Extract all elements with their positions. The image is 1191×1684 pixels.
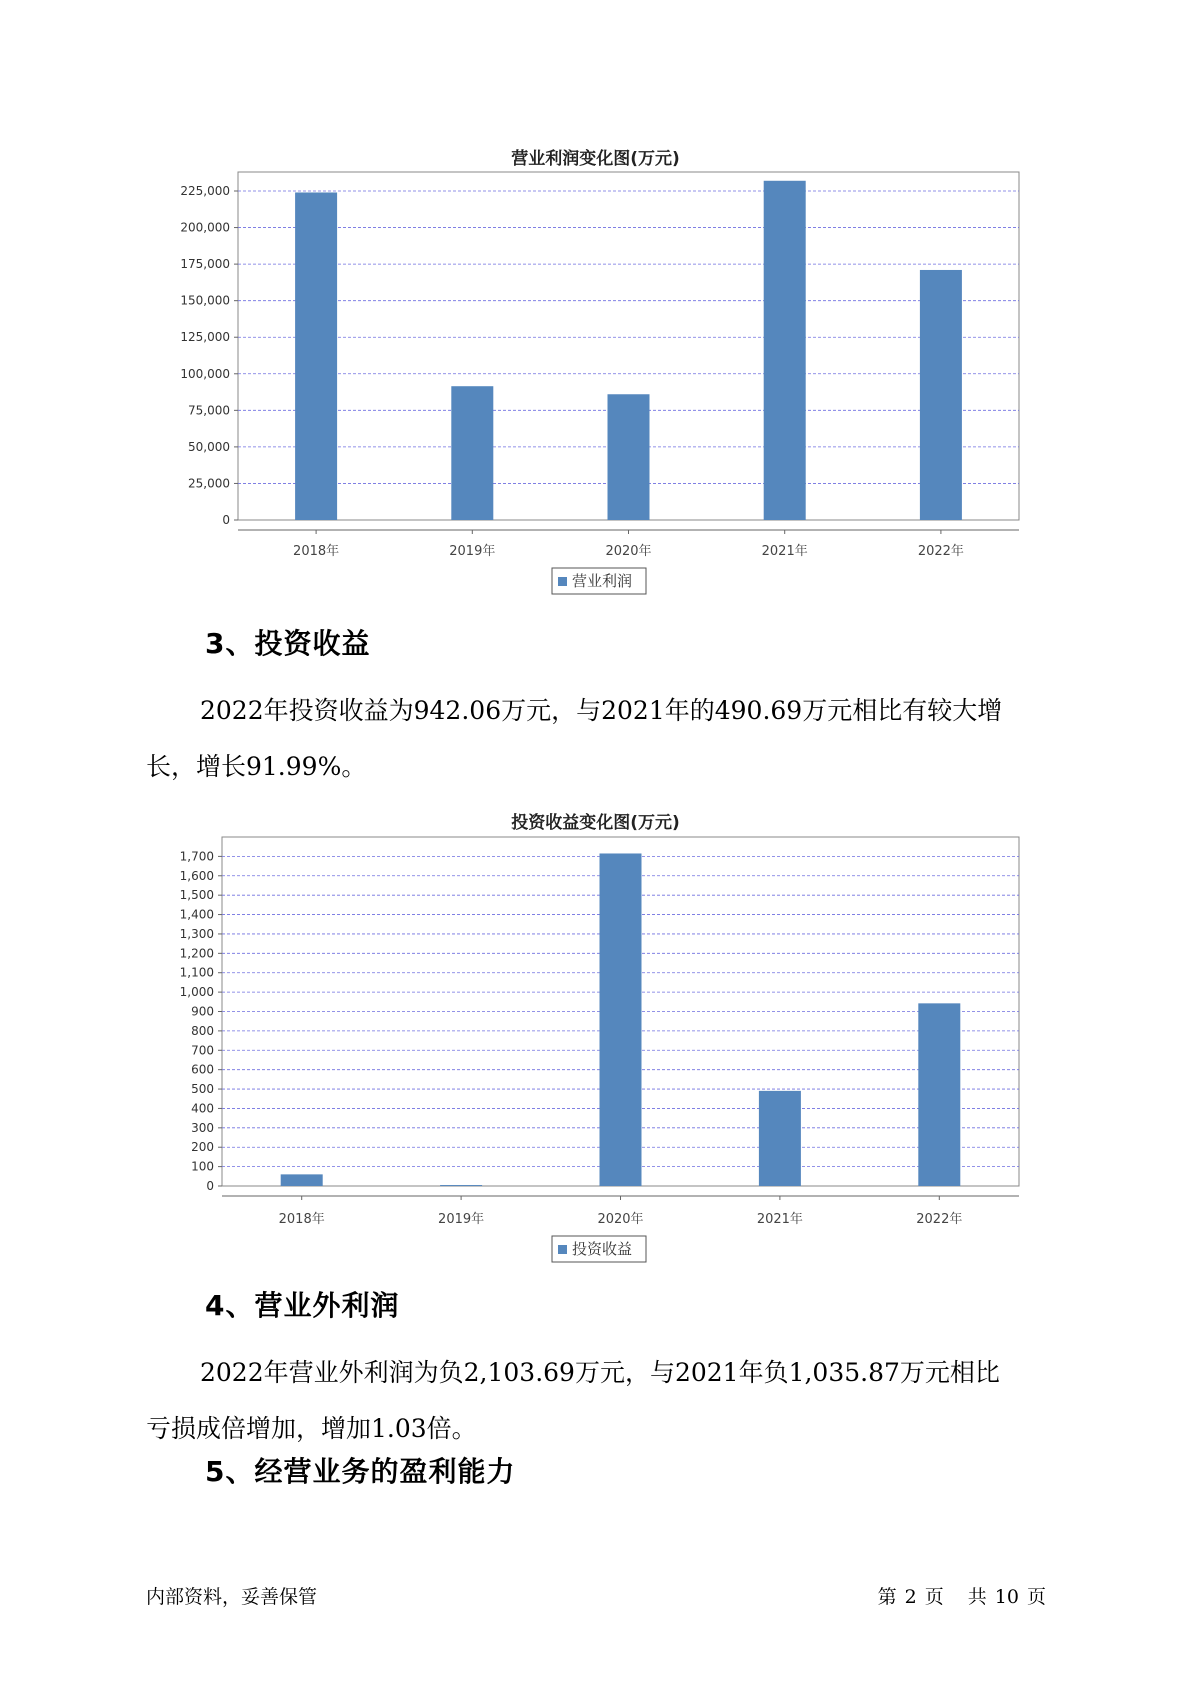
x-tick-label: 2021年 — [761, 544, 808, 559]
y-tick-label: 1,500 — [179, 888, 214, 903]
footer-confidential: 内部资料，妥善保管 — [146, 1586, 318, 1608]
section5-heading: 5、经营业务的盈利能力 — [205, 1455, 516, 1488]
y-tick-label: 400 — [191, 1101, 214, 1116]
section3-heading: 3、投资收益 — [205, 627, 371, 660]
y-tick-label: 0 — [222, 513, 230, 527]
legend-label: 营业利润 — [572, 572, 633, 590]
y-tick-label: 600 — [191, 1062, 214, 1077]
legend-swatch — [558, 1245, 567, 1254]
y-tick-label: 900 — [191, 1004, 214, 1019]
y-tick-label: 0 — [206, 1179, 214, 1193]
footer-page-number — [874, 1582, 1050, 1609]
y-tick-label: 500 — [191, 1082, 214, 1097]
x-tick-label: 2018年 — [278, 1212, 325, 1227]
bar-2018年 — [295, 192, 337, 520]
bar-2021年 — [759, 1091, 801, 1186]
x-tick-label: 2021年 — [756, 1212, 803, 1227]
x-tick-label: 2022年 — [917, 544, 964, 559]
y-tick-label: 100,000 — [180, 366, 230, 381]
x-tick-label: 2019年 — [438, 1212, 485, 1227]
section4-paragraph — [146, 1345, 1046, 1457]
chart2-title: 投资收益变化图(万元) — [511, 813, 680, 833]
bar-2020年 — [608, 394, 650, 520]
y-tick-label: 100 — [191, 1159, 214, 1174]
total-num: 10 — [994, 1586, 1019, 1608]
bar-2019年 — [451, 386, 493, 520]
page-prefix: 第 — [877, 1586, 897, 1608]
bar-2022年 — [918, 1003, 960, 1186]
page-unit: 页 — [924, 1586, 944, 1608]
bar-2022年 — [920, 270, 962, 520]
y-tick-label: 300 — [191, 1120, 214, 1135]
y-tick-label: 75,000 — [188, 403, 230, 418]
y-tick-label: 1,200 — [179, 946, 214, 961]
y-tick-label: 200,000 — [180, 220, 230, 235]
y-tick-label: 225,000 — [180, 184, 230, 199]
x-tick-label: 2019年 — [449, 544, 496, 559]
section4-line2: 亏损成倍增加，增加1.03倍。 — [146, 1414, 477, 1443]
total-unit: 页 — [1026, 1586, 1046, 1608]
investment-income-chart — [0, 815, 1191, 1258]
y-tick-label: 1,400 — [179, 907, 214, 922]
total-prefix: 共 — [967, 1586, 987, 1608]
chart1-title: 营业利润变化图(万元) — [511, 149, 680, 169]
section3-line1: 2022年投资收益为942.06万元，与2021年的490.69万元相比有较大增 — [200, 696, 1003, 725]
y-tick-label: 1,700 — [179, 849, 214, 864]
x-tick-label: 2020年 — [597, 1212, 644, 1227]
y-tick-label: 700 — [191, 1043, 214, 1058]
y-tick-label: 1,300 — [179, 926, 214, 941]
y-tick-label: 200 — [191, 1140, 214, 1155]
y-tick-label: 800 — [191, 1023, 214, 1038]
x-tick-label: 2022年 — [916, 1212, 963, 1227]
section4-line1: 2022年营业外利润为负2,103.69万元，与2021年负1,035.87万元相比 — [200, 1358, 1000, 1387]
bar-2020年 — [600, 853, 642, 1186]
section4-heading: 4、营业外利润 — [205, 1289, 400, 1322]
y-tick-label: 1,100 — [179, 965, 214, 980]
legend-swatch — [558, 577, 567, 586]
bar-2021年 — [764, 181, 806, 520]
bar-2018年 — [281, 1174, 323, 1186]
y-tick-label: 175,000 — [180, 257, 230, 272]
page-num: 2 — [904, 1586, 917, 1608]
y-tick-label: 125,000 — [180, 330, 230, 345]
section3-line2: 长，增长91.99%。 — [146, 752, 367, 781]
x-tick-label: 2020年 — [605, 544, 652, 559]
y-tick-label: 25,000 — [188, 476, 230, 491]
operating-profit-chart — [0, 150, 1191, 600]
legend-label: 投资收益 — [572, 1240, 633, 1258]
y-tick-label: 1,000 — [179, 985, 214, 1000]
y-tick-label: 150,000 — [180, 293, 230, 308]
x-tick-label: 2018年 — [293, 544, 340, 559]
bar-2019年 — [440, 1185, 482, 1186]
y-tick-label: 1,600 — [179, 868, 214, 883]
section3-paragraph — [146, 683, 1046, 795]
y-tick-label: 50,000 — [188, 439, 230, 454]
